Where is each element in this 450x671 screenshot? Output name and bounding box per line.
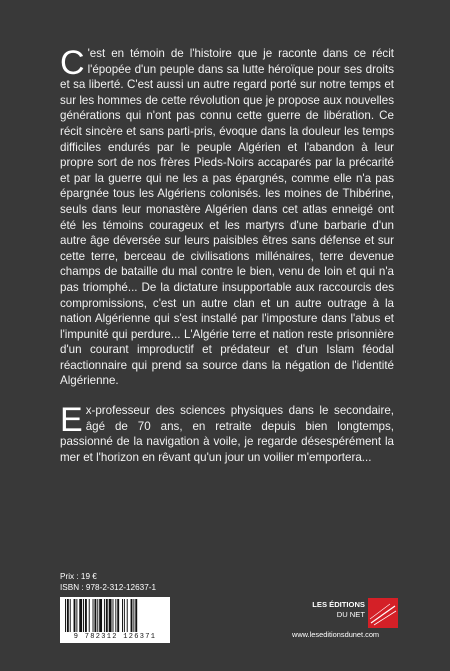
publisher-line-2: DU NET	[336, 610, 365, 619]
barcode-bar	[109, 599, 112, 632]
barcode	[60, 597, 170, 643]
publisher-name	[300, 600, 365, 620]
synopsis	[60, 46, 394, 465]
dropcap-c: C	[60, 44, 85, 82]
book-meta	[60, 571, 156, 593]
barcode-bar	[135, 599, 137, 632]
barcode-bar	[106, 599, 108, 632]
barcode-bar	[74, 599, 76, 632]
barcode-bar	[89, 599, 90, 632]
price-label: Prix : 19 €	[60, 572, 97, 581]
barcode-bar	[67, 599, 69, 632]
barcode-digits: 9 782312 126371	[73, 633, 157, 641]
barcode-bar	[93, 599, 94, 632]
barcode-bar	[104, 599, 105, 632]
publisher-website: www.leseditionsdunet.com	[292, 630, 380, 639]
isbn-label: ISBN : 978-2-312-12637-1	[60, 583, 157, 592]
barcode-bar	[85, 599, 87, 632]
publisher-emblem-icon	[368, 598, 398, 628]
barcode-bar	[70, 599, 71, 632]
barcode-bar	[79, 599, 82, 632]
barcode-bar	[65, 599, 66, 632]
paragraph-1-text: 'est en témoin de l'histoire que je raconte dans ce récit l'épopée d'un peuple dans sa lutte héroïque pour ses droits et sa liberté. C'est aussi un autre regard porté sur notre temps et sur les hommes de cette révolution que je propose aux nouvelles générations qui n'ont pas connu cette guerre de libération. Ce récit sincère et sans parti-pris, évoque dans la douleur les temps difficiles endurés par le peuple Algérien et l'abandon à leur propre sort de nos frères Pieds-Noirs accaparés par la précarité et par la guerre qui ne les a pas épargnés, comme elle n'a pas épargnée tous les Algériens colonisés. les moines de Thibérine, seuls dans leur monastère Algérien dans cet atlas enneigé ont été les témoins courageux et les martyrs d'une barbarie d'un autre âge déversée sur leurs paisibles êtres sans défense et sur cette terre, berceau de civilisations millénaires, terre devenue champs de bataille du mal contre le bien, venu de loin et qui n'a pas triomphé... De la dictature insupportable aux raccourcis des compromissions, c'est un autre clan et un autre outrage à la nation Algérienne qui s'est installé par l'imposture dans l'abus et l'impunité qui perdure... L'Algérie terre et nation reste prisonnière d'un courant improductif et prédateur et d'un Islam féodal réactionnaire qui prend sa source dans la négation de l'identité Algérienne.	[60, 47, 394, 388]
publisher-line-1: LES ÉDITIONS	[312, 600, 365, 609]
barcode-bars	[63, 599, 167, 632]
barcode-bar	[113, 599, 114, 632]
paragraph-2-text: x-professeur des sciences physiques dans le secondaire, âgé de 70 ans, en retraite depuis bien longtemps, passionné de la navigation à voile, je regarde désespérément la mer et l'horizon en rêvant qu'un jour un voilier m'emportera...	[60, 404, 394, 464]
barcode-bar	[131, 599, 133, 632]
dropcap-e: E	[60, 401, 83, 440]
barcode-bar	[124, 599, 125, 632]
barcode-bar	[76, 599, 77, 632]
barcode-bar	[97, 599, 98, 632]
barcode-bar	[122, 599, 123, 632]
barcode-bar	[117, 599, 119, 632]
publisher-logo	[300, 598, 420, 628]
barcode-bar	[94, 599, 96, 632]
barcode-bar	[83, 599, 84, 632]
barcode-bar	[99, 599, 102, 632]
barcode-bar	[133, 599, 134, 632]
author-bio-paragraph	[60, 403, 394, 465]
synopsis-paragraph-1	[60, 46, 394, 389]
barcode-bar	[115, 599, 116, 632]
barcode-bar	[127, 599, 128, 632]
